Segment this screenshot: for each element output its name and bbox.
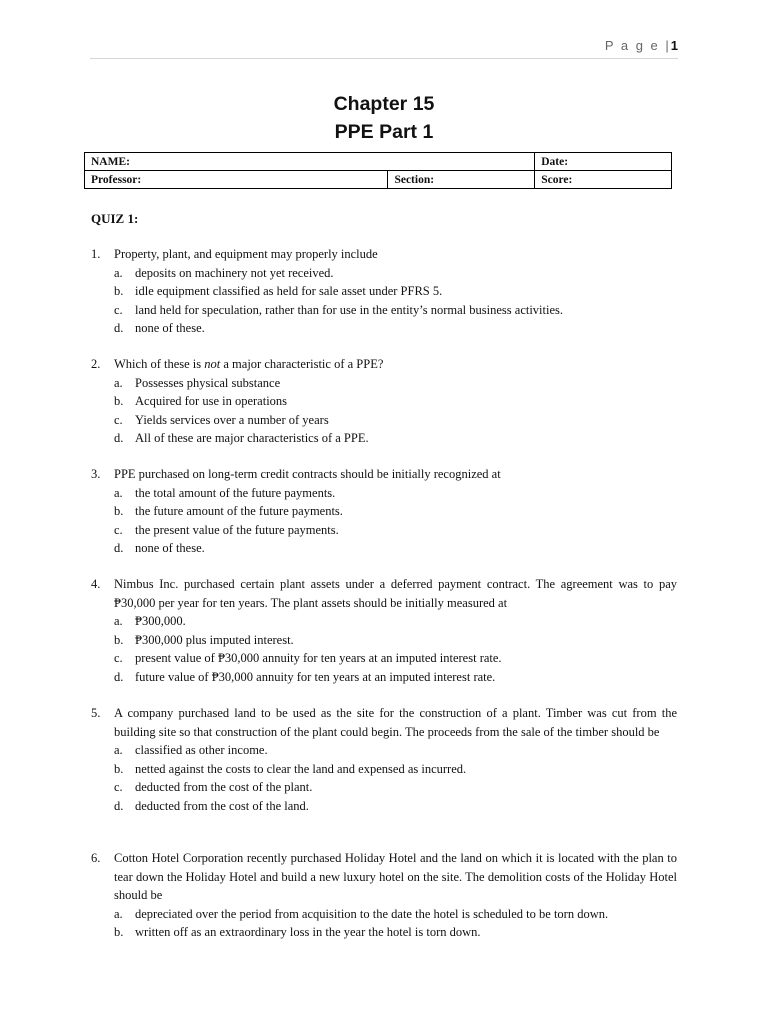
option-text: future value of ₱30,000 annuity for ten years at an imputed interest rate. xyxy=(135,669,496,684)
option-a[interactable] xyxy=(91,741,677,760)
option-b[interactable] xyxy=(91,760,677,779)
option-letter: c. xyxy=(114,780,123,794)
option-text: written off as an extraordinary loss in the year the hotel is torn down. xyxy=(135,925,481,939)
option-text: deducted from the cost of the land. xyxy=(135,798,309,813)
info-row-name xyxy=(85,153,672,171)
page-label: P a g e | xyxy=(604,38,671,53)
option-letter: b. xyxy=(114,284,124,298)
section-field[interactable]: Section: xyxy=(388,171,535,189)
question-text: A company purchased land to be used as the site for the construction of a plant. Timber was cut from the building site so that construction of the plant could begin. The proceeds from the sale of the timber should be xyxy=(114,706,677,739)
option-d[interactable] xyxy=(91,319,677,338)
question-stem xyxy=(91,465,677,484)
option-d[interactable] xyxy=(91,797,677,816)
option-text: All of these are major characteristics of a PPE. xyxy=(135,431,369,445)
option-letter: c. xyxy=(114,651,123,665)
option-letter: d. xyxy=(114,798,124,813)
page-number: 1 xyxy=(670,38,678,53)
option-letter: a. xyxy=(114,906,123,921)
option-text: none of these. xyxy=(135,541,205,555)
option-b[interactable] xyxy=(91,392,677,411)
option-b[interactable] xyxy=(91,282,677,301)
option-text: Possesses physical substance xyxy=(135,375,281,390)
option-c[interactable] xyxy=(91,649,677,668)
option-c[interactable] xyxy=(91,411,677,430)
question-text: Property, plant, and equipment may properly include xyxy=(114,247,378,261)
option-d[interactable] xyxy=(91,429,677,448)
option-text: ₱300,000. xyxy=(135,614,186,628)
option-letter: b. xyxy=(114,761,124,776)
header-rule xyxy=(90,58,678,59)
name-field[interactable]: NAME: xyxy=(85,153,535,171)
option-letter: b. xyxy=(114,394,124,408)
option-letter: a. xyxy=(114,265,123,280)
question-text: PPE purchased on long-term credit contracts should be initially recognized at xyxy=(114,467,501,481)
option-letter: c. xyxy=(114,412,123,427)
student-info-table xyxy=(84,152,672,189)
option-b[interactable] xyxy=(91,923,677,942)
question-6 xyxy=(91,849,677,942)
option-text: the future amount of the future payments. xyxy=(135,504,343,518)
question-stem xyxy=(91,245,677,264)
question-3 xyxy=(91,465,677,558)
option-b[interactable] xyxy=(91,502,677,521)
option-letter: d. xyxy=(114,541,124,555)
option-text: none of these. xyxy=(135,321,205,335)
option-letter: b. xyxy=(114,632,124,647)
question-stem xyxy=(91,575,677,612)
option-d[interactable] xyxy=(91,539,677,558)
option-a[interactable] xyxy=(91,905,677,924)
question-number: 1. xyxy=(91,247,101,261)
chapter-title: Chapter 15 xyxy=(333,93,435,115)
option-text: the total amount of the future payments. xyxy=(135,485,336,500)
option-letter: a. xyxy=(114,614,123,628)
option-a[interactable] xyxy=(91,264,677,283)
chapter-subtitle: PPE Part 1 xyxy=(334,121,434,143)
option-letter: b. xyxy=(114,925,124,939)
option-letter: b. xyxy=(114,504,124,518)
question-1 xyxy=(91,245,677,338)
option-text: present value of ₱30,000 annuity for ten years at an imputed interest rate. xyxy=(135,651,502,665)
option-text: Acquired for use in operations xyxy=(135,394,288,408)
page-header xyxy=(605,38,678,53)
option-letter: d. xyxy=(114,431,124,445)
option-a[interactable] xyxy=(91,612,677,631)
option-text: netted against the costs to clear the land and expensed as incurred. xyxy=(135,761,467,776)
option-letter: c. xyxy=(114,522,123,537)
question-text: Cotton Hotel Corporation recently purchased Holiday Hotel and the land on which it is located with the plan to tear down the Holiday Hotel and build a new luxury hotel on the site. The demolition costs of the Holiday Hotel should be xyxy=(114,851,677,902)
option-text: classified as other income. xyxy=(135,743,268,757)
question-number: 3. xyxy=(91,467,101,481)
score-field[interactable]: Score: xyxy=(535,171,672,189)
option-b[interactable] xyxy=(91,631,677,650)
option-text: idle equipment classified as held for sale asset under PFRS 5. xyxy=(135,284,443,298)
question-number: 6. xyxy=(91,851,101,865)
option-text: deposits on machinery not yet received. xyxy=(135,265,334,280)
date-field[interactable]: Date: xyxy=(535,153,672,171)
professor-field[interactable]: Professor: xyxy=(85,171,388,189)
option-text: deducted from the cost of the plant. xyxy=(135,780,313,794)
option-letter: a. xyxy=(114,375,123,390)
info-row-professor xyxy=(85,171,672,189)
question-5 xyxy=(91,704,677,815)
emphasis-not: not xyxy=(204,357,221,371)
option-text: Yields services over a number of years xyxy=(135,412,329,427)
option-text: depreciated over the period from acquisition to the date the hotel is scheduled to be torn down. xyxy=(135,906,609,921)
option-text: land held for speculation, rather than for use in the entity’s normal business activities. xyxy=(135,302,564,317)
option-c[interactable] xyxy=(91,778,677,797)
question-number: 4. xyxy=(91,577,101,591)
question-stem xyxy=(91,355,677,374)
question-number: 5. xyxy=(91,706,101,720)
option-letter: d. xyxy=(114,321,124,335)
option-d[interactable] xyxy=(91,668,677,687)
option-letter: a. xyxy=(114,485,123,500)
option-c[interactable] xyxy=(91,301,677,320)
option-a[interactable] xyxy=(91,484,677,503)
question-number: 2. xyxy=(91,357,101,371)
quiz-label: QUIZ 1: xyxy=(91,211,139,226)
option-a[interactable] xyxy=(91,374,677,393)
option-text: ₱300,000 plus imputed interest. xyxy=(135,632,294,647)
option-letter: a. xyxy=(114,743,123,757)
question-text: Which of these is not a major characteristic of a PPE? xyxy=(114,357,384,371)
question-stem xyxy=(91,849,677,905)
question-4 xyxy=(91,575,677,686)
option-text: the present value of the future payments. xyxy=(135,522,339,537)
option-c[interactable] xyxy=(91,521,677,540)
question-stem xyxy=(91,704,677,741)
option-letter: d. xyxy=(114,669,124,684)
question-2 xyxy=(91,355,677,448)
question-text: Nimbus Inc. purchased certain plant assets under a deferred payment contract. The agreement was to pay ₱30,000 per year for ten years. The plant assets should be initially measured at xyxy=(114,577,677,610)
option-letter: c. xyxy=(114,302,123,317)
